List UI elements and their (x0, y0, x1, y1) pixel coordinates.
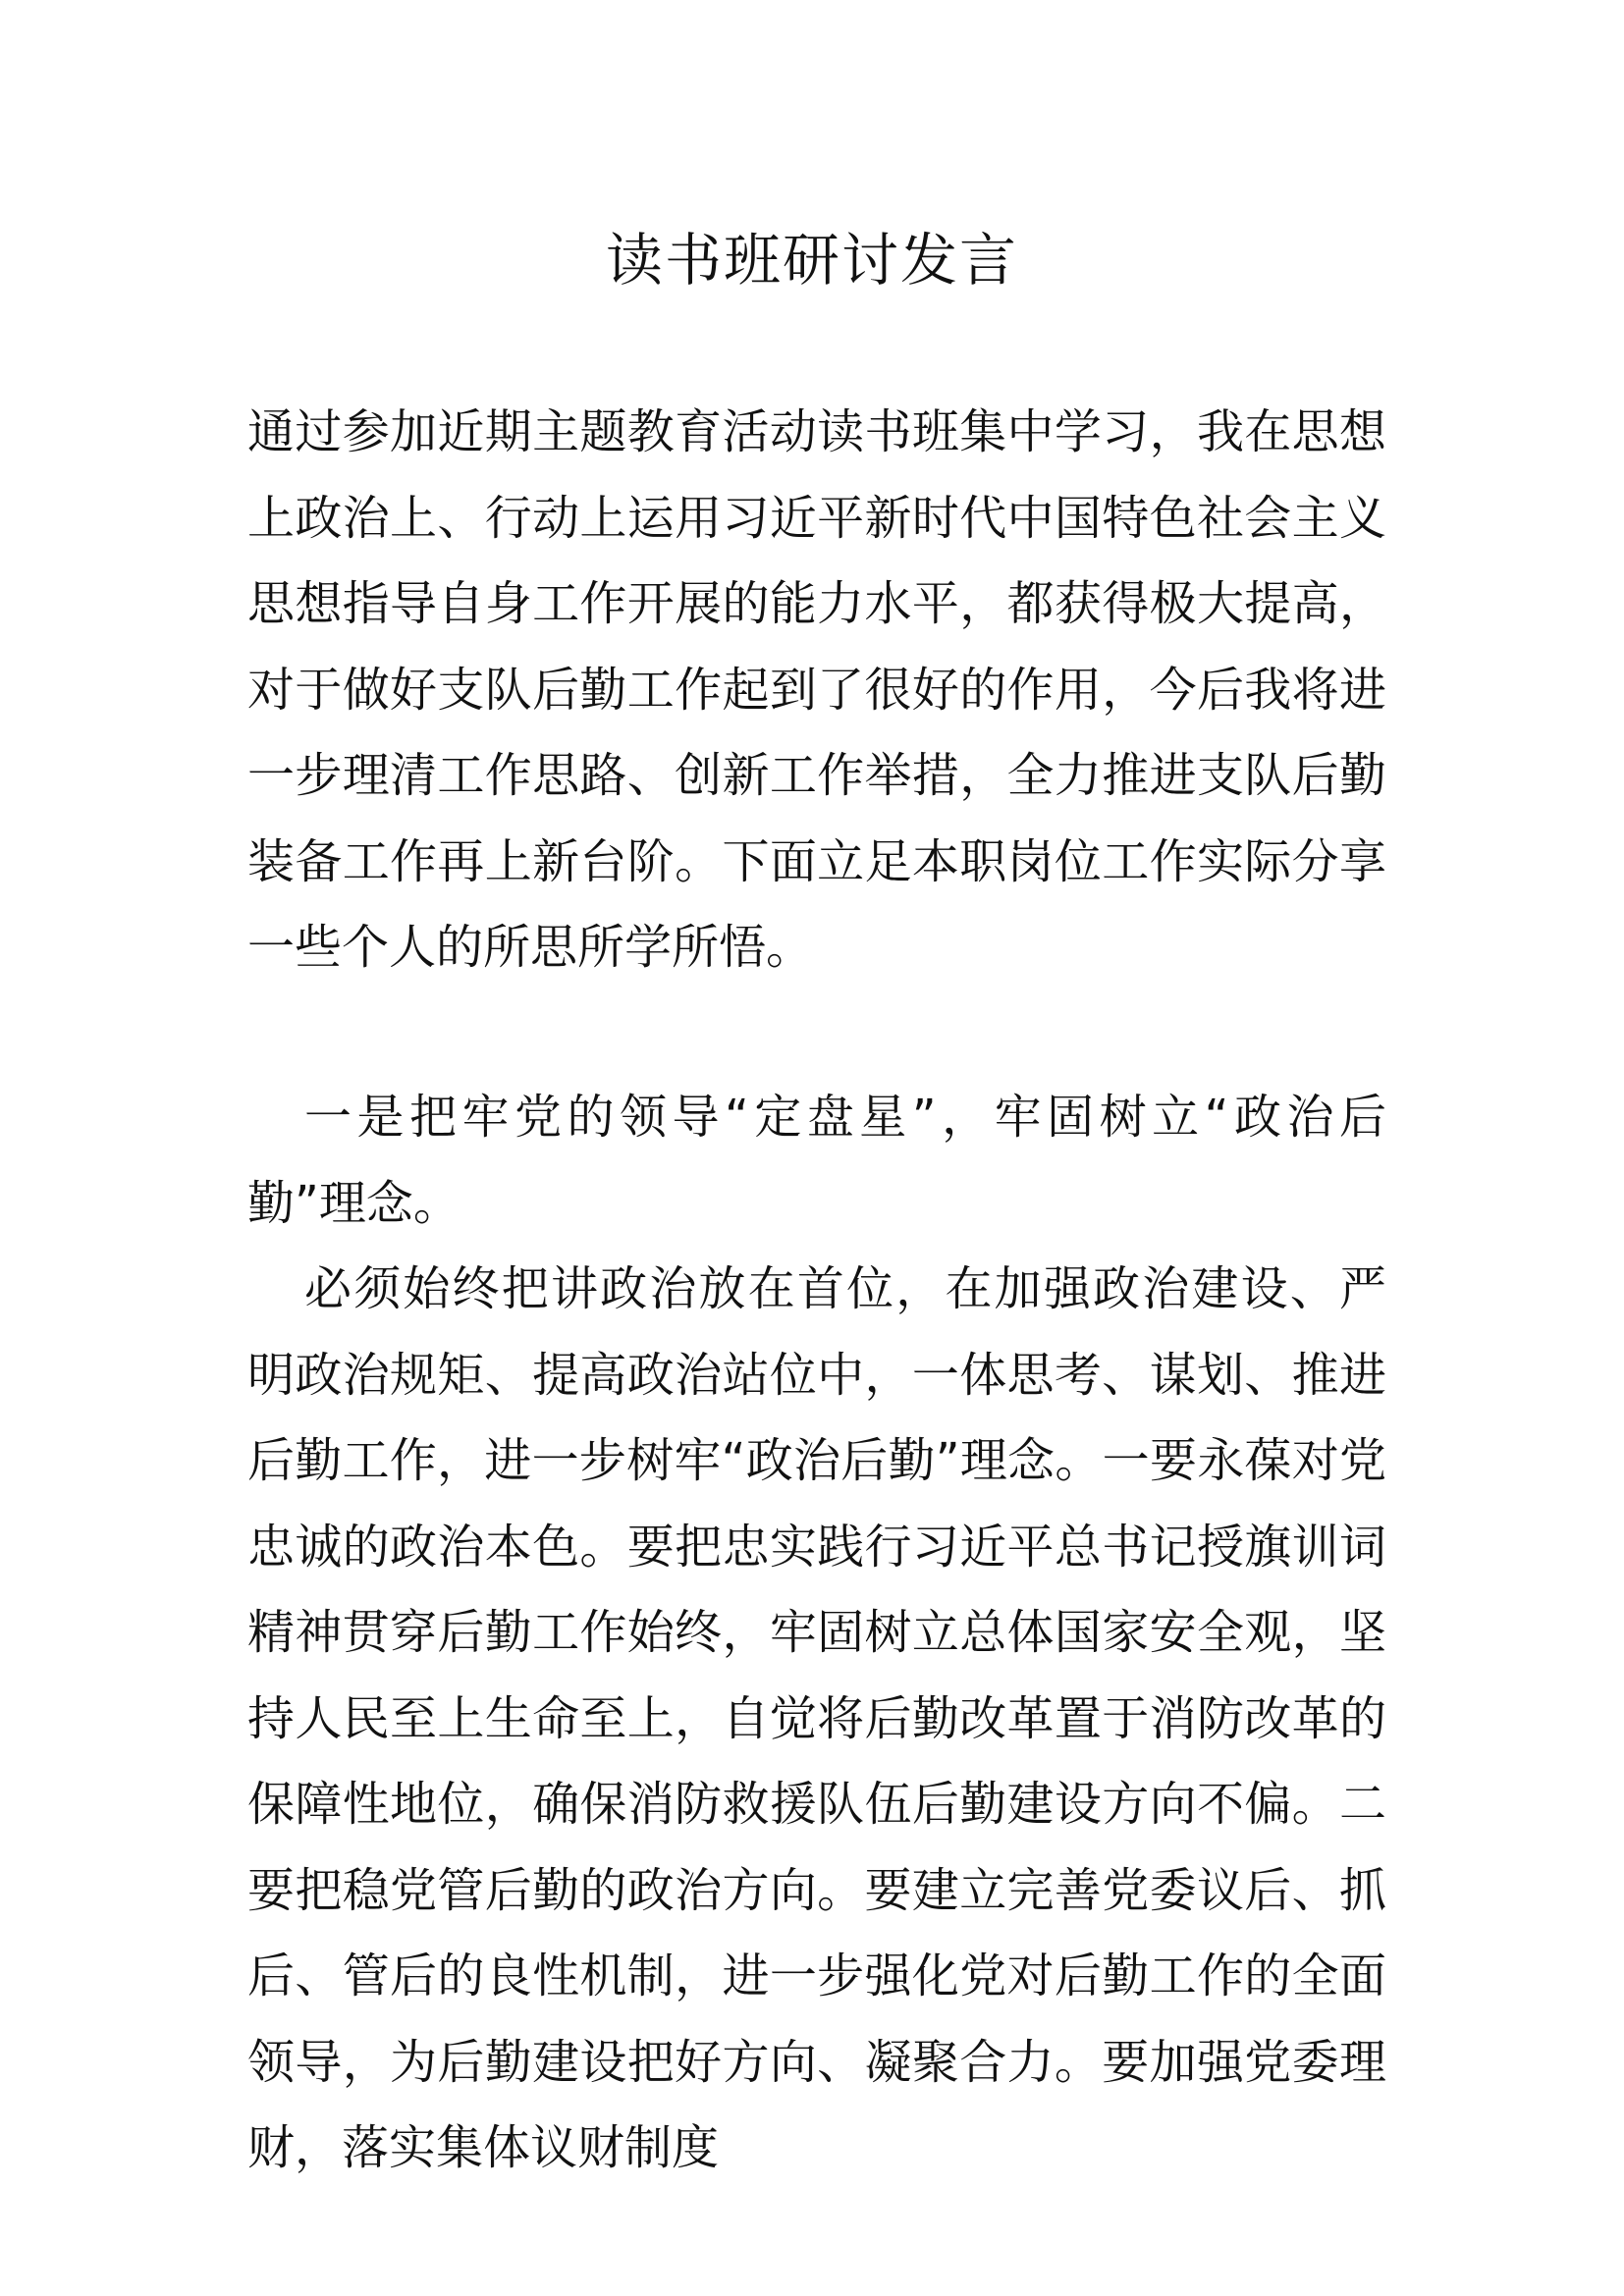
section-heading: 一是把牢党的领导“定盘星”，牢固树立“政治后勤”理念。 (247, 1090, 1386, 1231)
document-title: 读书班研讨发言 (605, 227, 1018, 294)
section-body-paragraph: 必须始终把讲政治放在首位，在加强政治建设、严明政治规矩、提高政治站位中，一体思考、谋划、推进后勤工作，进一步树牢“政治后勤”理念。一要永葆对党忠诚的政治本色。要把忠实践行习近平总书记授旗训词精神贯穿后勤工作始终，牢固树立总体国家安全观，坚持人民至上生命至上，自觉将后勤改革置于消防改革的保障性地位，确保消防救援队伍后勤建设方向不偏。二要把稳党管后勤的政治方向。要建立完善党委议后、抓后、管后的良性机制，进一步强化党对后勤工作的全面领导，为后勤建设把好方向、凝聚合力。要加强党委理财，落实集体议财制度 (247, 1261, 1386, 2175)
intro-paragraph: 通过参加近期主题教育活动读书班集中学习，我在思想上政治上、行动上运用习近平新时代中国特色社会主义思想指导自身工作开展的能力水平，都获得极大提高，对于做好支队后勤工作起到了很好的作用，今后我将进一步理清工作思路、创新工作举措，全力推进支队后勤装备工作再上新台阶。下面立足本职岗位工作实际分享一些个人的所思所学所悟。 (247, 404, 1386, 975)
